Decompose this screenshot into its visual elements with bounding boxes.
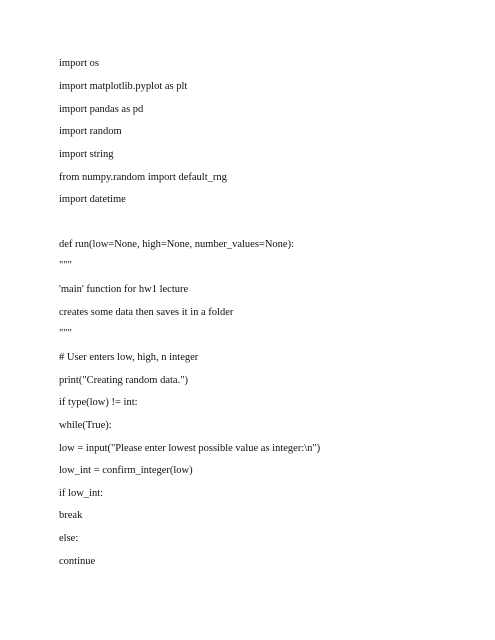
- code-line-import-matplotlib: import matplotlib.pyplot as plt: [59, 81, 188, 92]
- code-line-import-datetime: import datetime: [59, 194, 126, 205]
- code-line-docstring-text-1: 'main' function for hw1 lecture: [59, 284, 189, 295]
- code-line-def-run: def run(low=None, high=None, number_values=None):: [59, 239, 294, 250]
- code-line-low-int: low_int = confirm_integer(low): [59, 465, 193, 476]
- code-line-else: else:: [59, 533, 79, 544]
- code-line-docstring-text-2: creates some data then saves it in a folder: [59, 307, 234, 318]
- code-line-import-os: import os: [59, 58, 99, 69]
- code-line-low-input: low = input("Please enter lowest possible value as integer:\n"): [59, 443, 321, 454]
- code-line-import-random: import random: [59, 126, 122, 137]
- code-line-print: print("Creating random data."): [59, 375, 188, 386]
- code-line-import-default-rng: from numpy.random import default_rng: [59, 172, 227, 183]
- code-line-while: while(True):: [59, 420, 112, 431]
- code-line-continue: continue: [59, 556, 96, 567]
- code-line-import-string: import string: [59, 149, 114, 160]
- code-line-if-low-int: if low_int:: [59, 488, 104, 499]
- code-line-docstring-close: """: [59, 328, 72, 339]
- code-line-if-type: if type(low) != int:: [59, 397, 138, 408]
- code-line-import-pandas: import pandas as pd: [59, 104, 144, 115]
- code-line-break: break: [59, 510, 83, 521]
- code-line-comment: # User enters low, high, n integer: [59, 352, 199, 363]
- code-line-docstring-open: """: [59, 260, 72, 271]
